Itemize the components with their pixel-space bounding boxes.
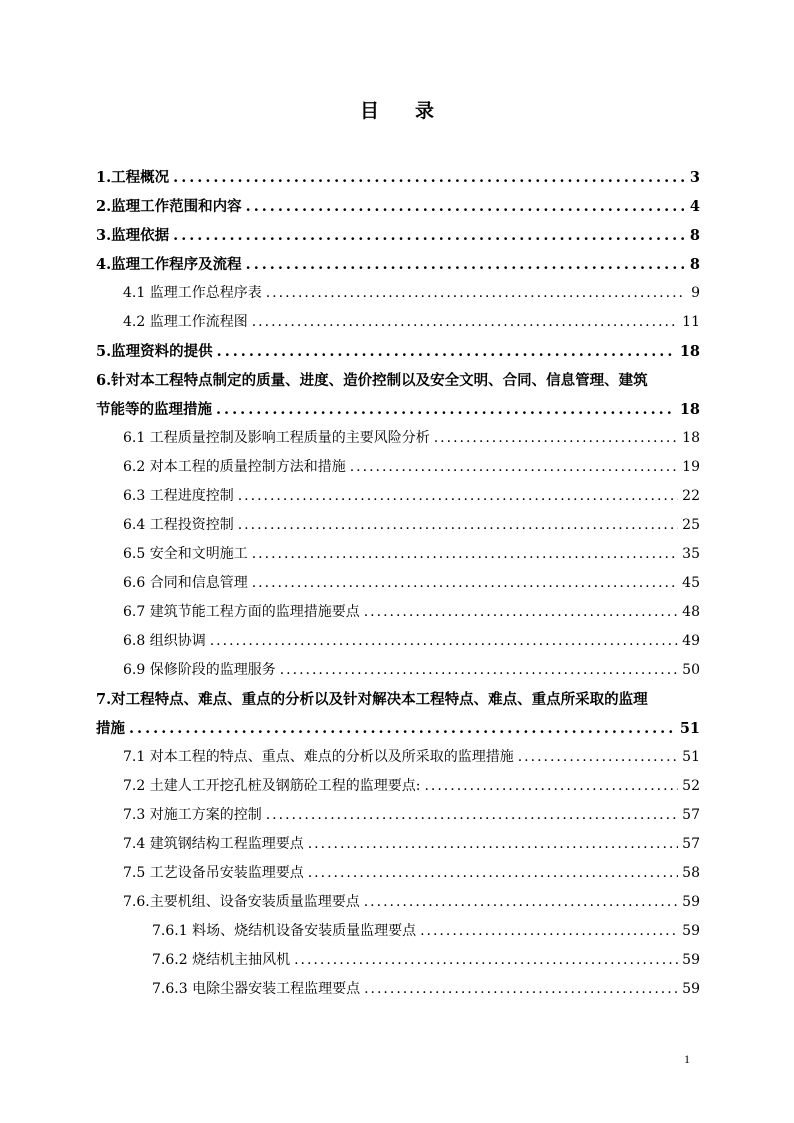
- toc-entry-page: 57: [682, 807, 700, 823]
- toc-entry-label: 6.3 工程进度控制: [123, 488, 234, 504]
- toc-entry-label: 6.6 合同和信息管理: [123, 575, 248, 591]
- toc-entry-label: 2.监理工作范围和内容: [96, 198, 242, 215]
- toc-entry-6[interactable]: [96, 395, 700, 424]
- dot-leader: [364, 888, 678, 917]
- toc-entry-label: 6.针对本工程特点制定的质量、进度、造价控制以及安全文明、合同、信息管理、建筑: [96, 372, 648, 389]
- toc-entry-page: 49: [682, 633, 700, 649]
- toc-entry-label: 7.6.主要机组、设备安装质量监理要点: [123, 894, 360, 910]
- toc-entry-label: 7.6.2 烧结机主抽风机: [152, 952, 291, 968]
- dot-leader: [266, 801, 678, 830]
- toc-entry-4[interactable]: [96, 250, 700, 279]
- toc-entry-page: 11: [682, 314, 700, 330]
- toc-entry-label: 6.4 工程投资控制: [123, 517, 234, 533]
- dot-leader: [238, 482, 678, 511]
- toc-entry-5[interactable]: [96, 337, 700, 366]
- dot-leader: [173, 221, 684, 250]
- toc-entry-page: 59: [682, 952, 700, 968]
- toc-entry-label: 3.监理依据: [96, 227, 170, 244]
- toc-entry-label: 6.1 工程质量控制及影响工程质量的主要风险分析: [123, 430, 430, 446]
- toc-entry-label: 6.7 建筑节能工程方面的监理措施要点: [123, 604, 360, 620]
- toc-entry-6-4[interactable]: [96, 511, 700, 540]
- toc-entry-7-line-1[interactable]: [96, 685, 700, 714]
- toc-entry-label: 6.9 保修阶段的监理服务: [123, 662, 276, 678]
- toc-entry-label: 6.5 安全和文明施工: [123, 546, 248, 562]
- toc-entry-label: 4.2 监理工作流程图: [123, 314, 248, 330]
- toc-entry-label: 7.1 对本工程的特点、重点、难点的分析以及所采取的监理措施: [123, 749, 514, 765]
- toc-entry-label: 5.监理资料的提供: [96, 343, 213, 360]
- dot-leader: [424, 772, 678, 801]
- toc-entry-7-2[interactable]: [96, 772, 700, 801]
- toc-entry-page: 51: [679, 720, 700, 737]
- dot-leader: [246, 192, 684, 221]
- dot-leader: [308, 859, 678, 888]
- dot-leader: [173, 163, 684, 192]
- toc-entry-page: 50: [682, 662, 700, 678]
- toc-entry-7-6-3[interactable]: [96, 975, 700, 1004]
- dot-leader: [280, 656, 678, 685]
- toc-entry-page: 59: [682, 923, 700, 939]
- table-of-contents: [96, 163, 700, 1004]
- toc-entry-7-1[interactable]: [96, 743, 700, 772]
- toc-entry-page: 52: [682, 778, 700, 794]
- toc-entry-1[interactable]: [96, 163, 700, 192]
- title-part-1: 目: [359, 100, 379, 122]
- toc-entry-4-2[interactable]: [96, 308, 700, 337]
- title-part-2: 录: [415, 100, 435, 122]
- toc-entry-6-1[interactable]: [96, 424, 700, 453]
- toc-entry-page: 51: [682, 749, 700, 765]
- toc-entry-label: 7.4 建筑钢结构工程监理要点: [123, 836, 304, 852]
- dot-leader: [217, 337, 676, 366]
- dot-leader: [420, 917, 678, 946]
- toc-entry-label: 7.3 对施工方案的控制: [123, 807, 262, 823]
- toc-entry-7-6-1[interactable]: [96, 917, 700, 946]
- toc-entry-label: 4.监理工作程序及流程: [96, 256, 242, 273]
- toc-entry-page: 9: [691, 285, 700, 301]
- toc-entry-4-1[interactable]: [96, 279, 700, 308]
- dot-leader: [210, 627, 678, 656]
- toc-entry-7-5[interactable]: [96, 859, 700, 888]
- toc-entry-label: 6.2 对本工程的质量控制方法和措施: [123, 459, 346, 475]
- dot-leader: [252, 308, 678, 337]
- toc-entry-label: 1.工程概况: [96, 169, 170, 186]
- toc-entry-7-6-2[interactable]: [96, 946, 700, 975]
- toc-entry-page: 3: [689, 169, 700, 186]
- toc-entry-page: 59: [682, 894, 700, 910]
- dot-leader: [129, 714, 676, 743]
- toc-entry-6-3[interactable]: [96, 482, 700, 511]
- toc-entry-label: 7.对工程特点、难点、重点的分析以及针对解决本工程特点、难点、重点所采取的监理: [96, 691, 648, 708]
- dot-leader: [246, 250, 684, 279]
- toc-entry-6-2[interactable]: [96, 453, 700, 482]
- dot-leader: [434, 424, 678, 453]
- toc-entry-page: 8: [689, 256, 700, 273]
- dot-leader: [294, 946, 678, 975]
- toc-entry-6-line-1[interactable]: [96, 366, 700, 395]
- toc-entry-7-3[interactable]: [96, 801, 700, 830]
- toc-entry-7-6[interactable]: [96, 888, 700, 917]
- toc-entry-page: 8: [689, 227, 700, 244]
- dot-leader: [364, 598, 678, 627]
- toc-entry-7-4[interactable]: [96, 830, 700, 859]
- toc-entry-page: 58: [682, 865, 700, 881]
- toc-entry-label: 7.6.1 料场、烧结机设备安装质量监理要点: [152, 923, 417, 939]
- toc-entry-page: 35: [682, 546, 700, 562]
- dot-leader: [308, 830, 678, 859]
- dot-leader: [350, 453, 678, 482]
- toc-entry-label: 7.5 工艺设备吊安装监理要点: [123, 865, 304, 881]
- dot-leader: [238, 511, 678, 540]
- toc-entry-6-9[interactable]: [96, 656, 700, 685]
- toc-entry-2[interactable]: [96, 192, 700, 221]
- toc-entry-label: 措施: [96, 720, 125, 737]
- toc-entry-page: 45: [682, 575, 700, 591]
- toc-entry-6-8[interactable]: [96, 627, 700, 656]
- toc-entry-label: 6.8 组织协调: [123, 633, 206, 649]
- page-title: [0, 96, 794, 123]
- toc-entry-page: 18: [682, 430, 700, 446]
- toc-entry-label: 7.6.3 电除尘器安装工程监理要点: [152, 981, 361, 997]
- dot-leader: [216, 395, 676, 424]
- toc-entry-6-7[interactable]: [96, 598, 700, 627]
- toc-entry-3[interactable]: [96, 221, 700, 250]
- toc-entry-6-5[interactable]: [96, 540, 700, 569]
- toc-entry-page: 18: [679, 343, 700, 360]
- dot-leader: [266, 279, 684, 308]
- toc-entry-page: 59: [682, 981, 700, 997]
- toc-entry-label: 7.2 土建人工开挖孔桩及钢筋砼工程的监理要点:: [123, 778, 421, 794]
- toc-entry-label: 节能等的监理措施: [96, 401, 212, 418]
- dot-leader: [518, 743, 678, 772]
- toc-entry-page: 19: [682, 459, 700, 475]
- toc-entry-page: 48: [682, 604, 700, 620]
- toc-entry-page: 18: [679, 401, 700, 418]
- toc-entry-6-6[interactable]: [96, 569, 700, 598]
- toc-entry-page: 57: [682, 836, 700, 852]
- toc-entry-page: 25: [682, 517, 700, 533]
- dot-leader: [252, 540, 678, 569]
- page-footer-number: 1: [684, 1052, 690, 1066]
- toc-entry-page: 22: [682, 488, 700, 504]
- toc-entry-page: 4: [689, 198, 700, 215]
- dot-leader: [364, 975, 678, 1004]
- toc-entry-7[interactable]: [96, 714, 700, 743]
- toc-entry-label: 4.1 监理工作总程序表: [123, 285, 262, 301]
- dot-leader: [252, 569, 678, 598]
